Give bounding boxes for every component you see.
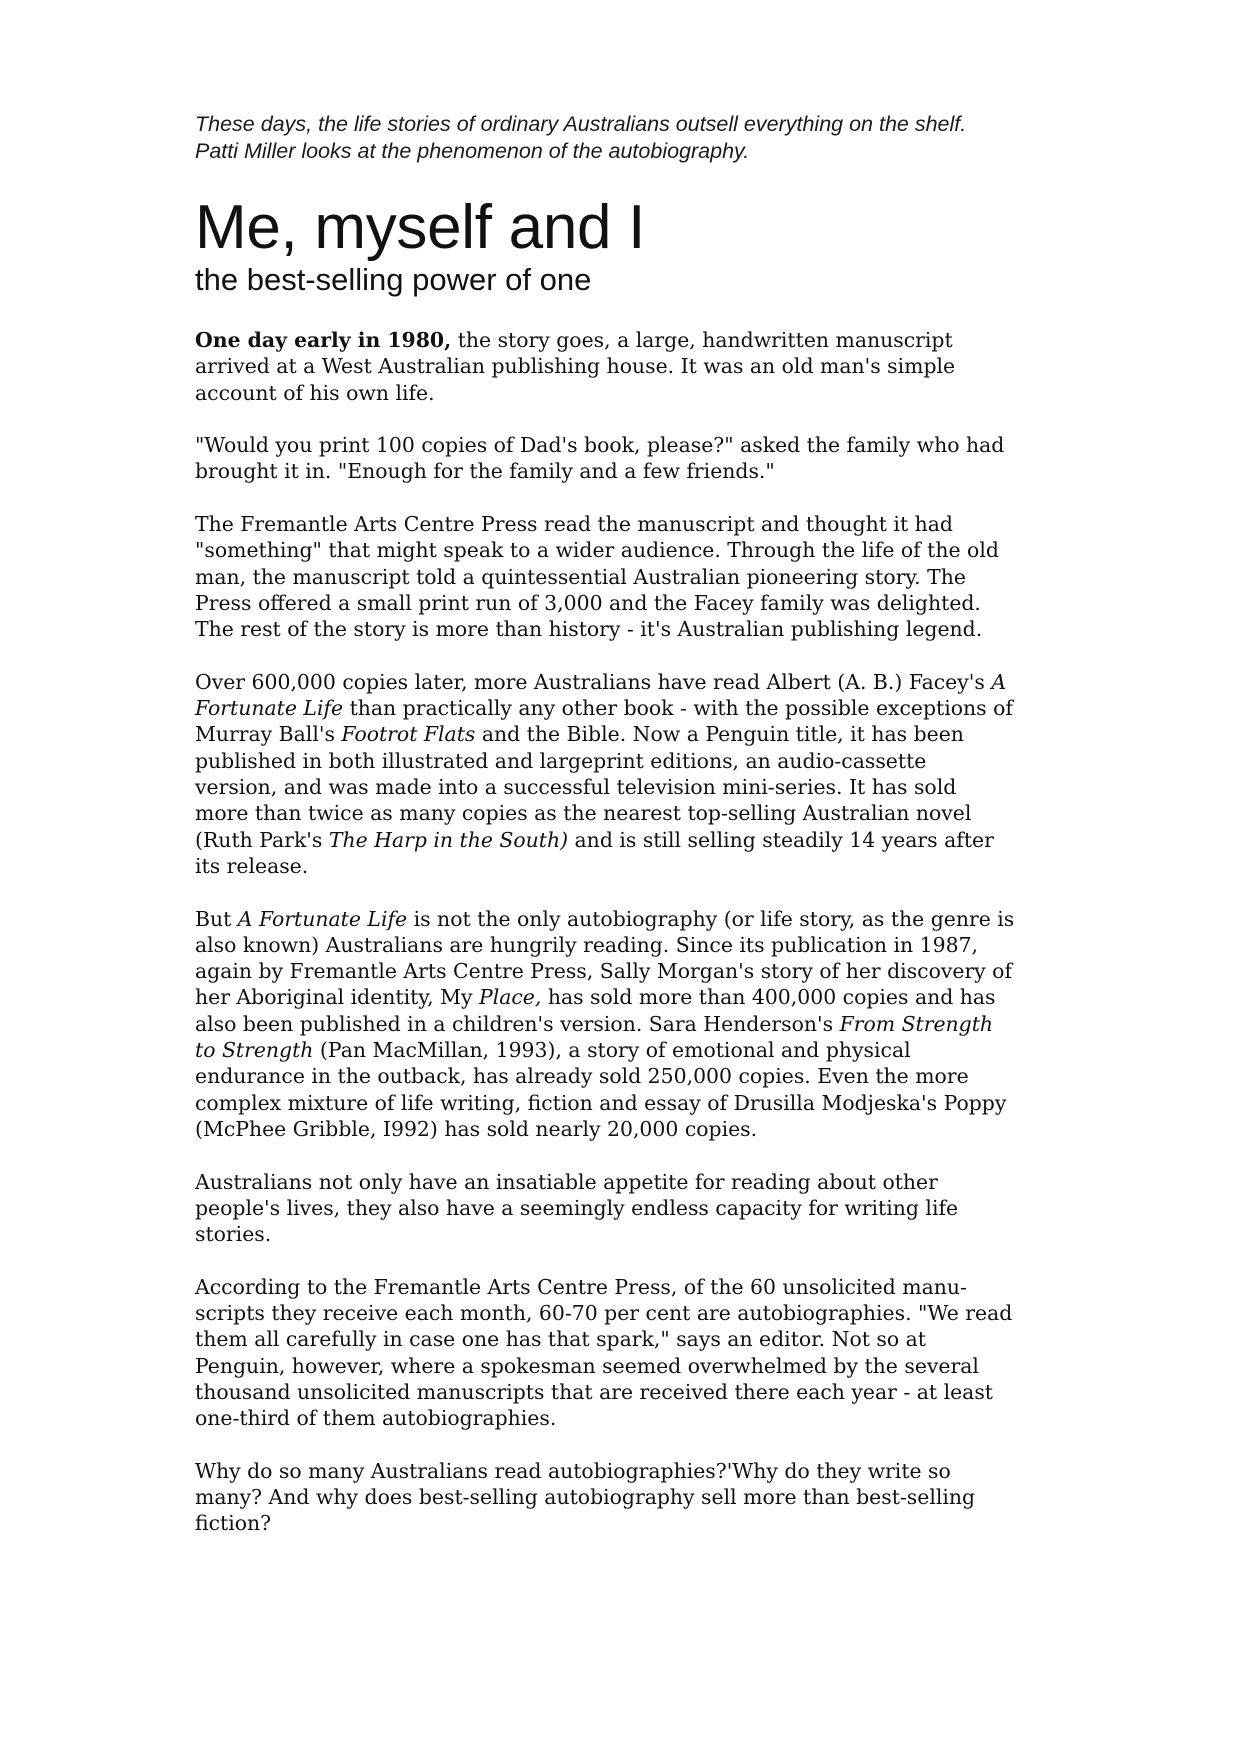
paragraph-2: "Would you print 100 copies of Dad's book, please?" asked the family who had brought it in. "Enough for the family and a few friends." bbox=[195, 433, 1005, 484]
standfirst: These days, the life stories of ordinary Australians outsell everything on the shelf. Patti Miller looks at the phenomenon of the autobiography. bbox=[195, 112, 967, 163]
subheadline: the best-selling power of one bbox=[195, 262, 592, 297]
book-title: A Fortunate Life bbox=[195, 669, 1007, 721]
paragraph-text: and the Bible. Now a Penguin title, it has been published in both illustrated and largeprint editions, an audio-cassette version, and was made into a successful television mini-series. It has sold more than twice as many copies as the nearest top-selling Australian novel (Ruth Park's bbox=[195, 722, 972, 852]
paragraph-3: The Fremantle Arts Centre Press read the manuscript and thought it had "something" that might speak to a wider audience. Through the life of the old man, the manuscript told a quintessential Australian pioneering story. The Press offered a small print run of 3,000 and the Facey family was delighted. The rest of the story is more than history - it's Australian publishing legend. bbox=[195, 512, 999, 642]
paragraph-text: and is still selling steadily 14 years after its release. bbox=[195, 827, 994, 878]
paragraph-6: Australians not only have an insatiable appetite for reading about other people's lives, they also have a seemingly endless capacity for writing life stories. bbox=[195, 1169, 959, 1247]
book-title: Footrot Flats bbox=[341, 722, 476, 747]
paragraph-text: than practically any other book - with the possible exceptions of Murray Ball's bbox=[195, 696, 1013, 747]
article-body bbox=[195, 327, 1015, 1537]
book-title: A Fortunate Life bbox=[237, 906, 408, 931]
paragraph-text: (Pan MacMillan, 1993), a story of emotional and physical endurance in the outback, has already sold 250,000 copies. Even the more complex mixture of life writing, fiction and essay of Drusilla Modjeska's Poppy (McPhee Gribble, I992) has sold nearly 20,000 copies. bbox=[195, 1038, 1007, 1141]
article-page bbox=[195, 111, 1015, 1563]
book-title: The Harp in the South) bbox=[328, 827, 569, 852]
paragraph-text: is not the only autobiography (or life story, as the genre is also known) Australians are hungrily reading. Since its publication in 1987, again by Fremantle Arts Centre Press, Sally Morgan's story of her discovery of her Aboriginal identity, My bbox=[195, 906, 1015, 1010]
paragraph-8: Why do so many Australians read autobiographies?'Why do they write so many? And why does best-selling autobiography sell more than best-selling fiction? bbox=[195, 1458, 976, 1536]
paragraph-4 bbox=[195, 669, 1015, 879]
paragraph-text: the story goes, a large, handwritten manuscript arrived at a West Australian publishing house. It was an old man's simple account of his own life. bbox=[195, 328, 956, 405]
headline: Me, myself and I bbox=[195, 193, 646, 262]
paragraph-7: According to the Fremantle Arts Centre Press, of the 60 unsolicited manu-scripts they receive each month, 60-70 per cent are autobiographies. "We read them all carefully in case one has that spark," says an editor. Not so at Penguin, however, where a spokesman seemed overwhelmed by the several thousand unsolicited manuscripts that are received there each year - at least one-third of them autobiographies. bbox=[195, 1274, 1013, 1431]
paragraph-5 bbox=[195, 906, 1015, 1143]
paragraph-text: has sold more than 400,000 copies and has also been published in a children's version. Sara Henderson's bbox=[195, 985, 996, 1036]
paragraph-1 bbox=[195, 327, 1015, 406]
book-title: From Strength to Strength bbox=[195, 1011, 994, 1063]
lead-in: One day early in 1980, bbox=[195, 328, 452, 352]
paragraph-text: But bbox=[195, 906, 238, 931]
book-title: Place, bbox=[478, 985, 542, 1010]
paragraph-text: Over 600,000 copies later, more Australians have read Albert (A. B.) Facey's bbox=[195, 669, 992, 694]
